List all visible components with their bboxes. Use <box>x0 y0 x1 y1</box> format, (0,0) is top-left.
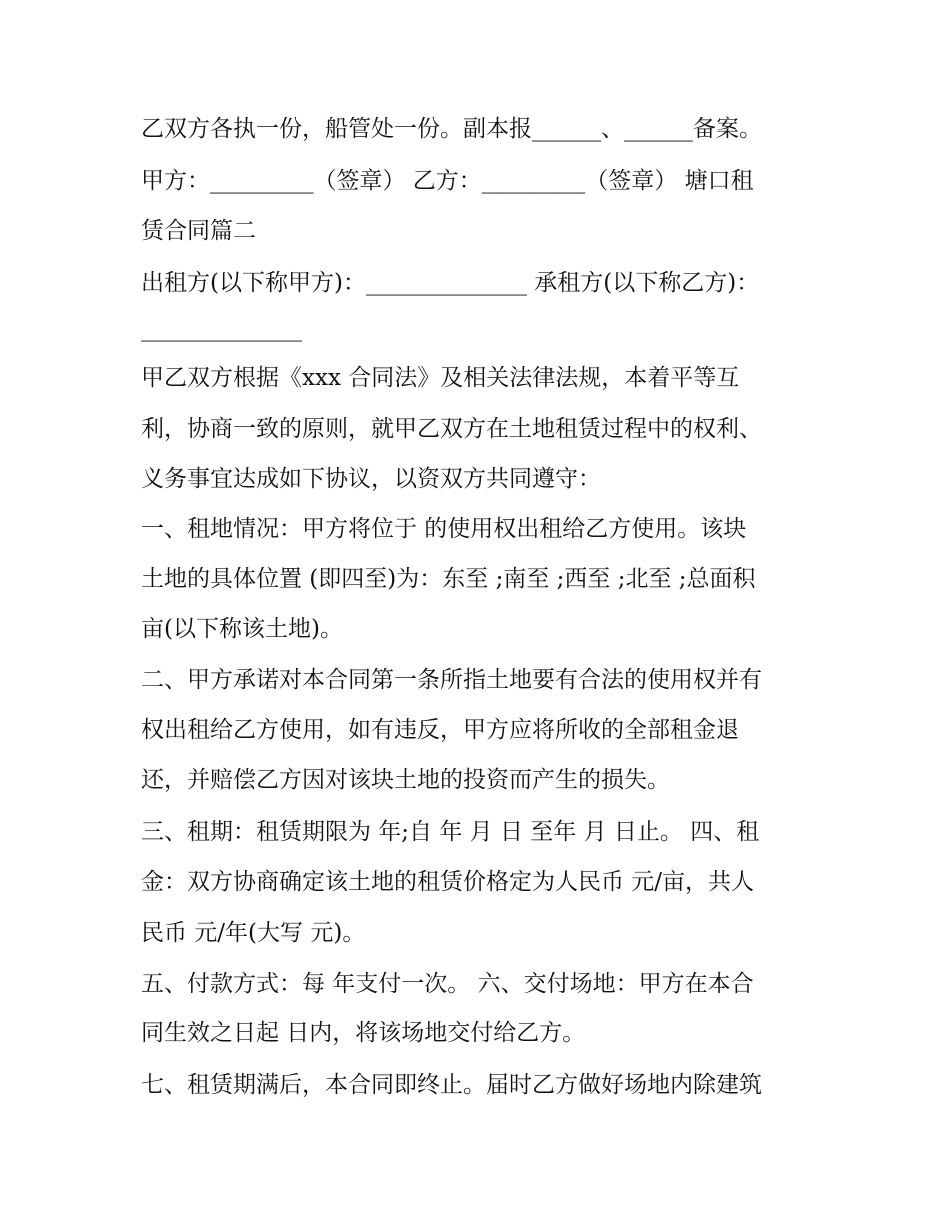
text-line: 出租方(以下称甲方)：______________ 承租方(以下称乙方)： <box>141 270 760 296</box>
text-line: 土地的具体位置 (即四至)为：东至 ;南至 ;西至 ;北至 ;总面积 <box>141 566 756 592</box>
text-line: 乙双方各执一份，船管处一份。副本报______、______备案。 <box>141 116 762 142</box>
text-line: 利，协商一致的原则，就甲乙双方在土地租赁过程中的权利、 <box>141 416 762 442</box>
text-line: 还，并赔偿乙方因对该块土地的投资而产生的损失。 <box>141 767 670 793</box>
text-line: 二、甲方承诺对本合同第一条所指土地要有合法的使用权并有 <box>141 667 762 693</box>
text-line: 权出租给乙方使用，如有违反，甲方应将所收的全部租金退 <box>141 717 739 743</box>
text-line: 三、租期：租赁期限为 年;自 年 月 日 至年 月 日止。 四、租 <box>141 819 760 845</box>
text-line: 甲方：_________（签章） 乙方：_________（签章） 塘口租 <box>141 168 754 194</box>
text-line: 义务事宜达成如下协议，以资双方共同遵守： <box>141 466 601 492</box>
text-line: 五、付款方式：每 年支付一次。 六、交付场地：甲方在本合 <box>141 971 754 997</box>
text-line: 赁合同篇二 <box>141 218 256 244</box>
text-line: 一、租地情况：甲方将位于 的使用权出租给乙方使用。该块 <box>141 516 747 542</box>
text-line: 同生效之日起 日内，将该场地交付给乙方。 <box>141 1020 586 1046</box>
text-line: 民币 元/年(大写 元)。 <box>141 920 366 946</box>
text-line: 亩(以下称该土地)。 <box>141 616 343 642</box>
text-line: ______________ <box>141 316 302 342</box>
text-line: 七、租赁期满后，本合同即终止。届时乙方做好场地内除建筑 <box>141 1072 762 1098</box>
text-line: 金：双方协商确定该土地的租赁价格定为人民币 元/亩，共人 <box>141 869 755 895</box>
text-line: 甲乙双方根据《xxx 合同法》及相关法律法规，本着平等互 <box>141 365 740 391</box>
